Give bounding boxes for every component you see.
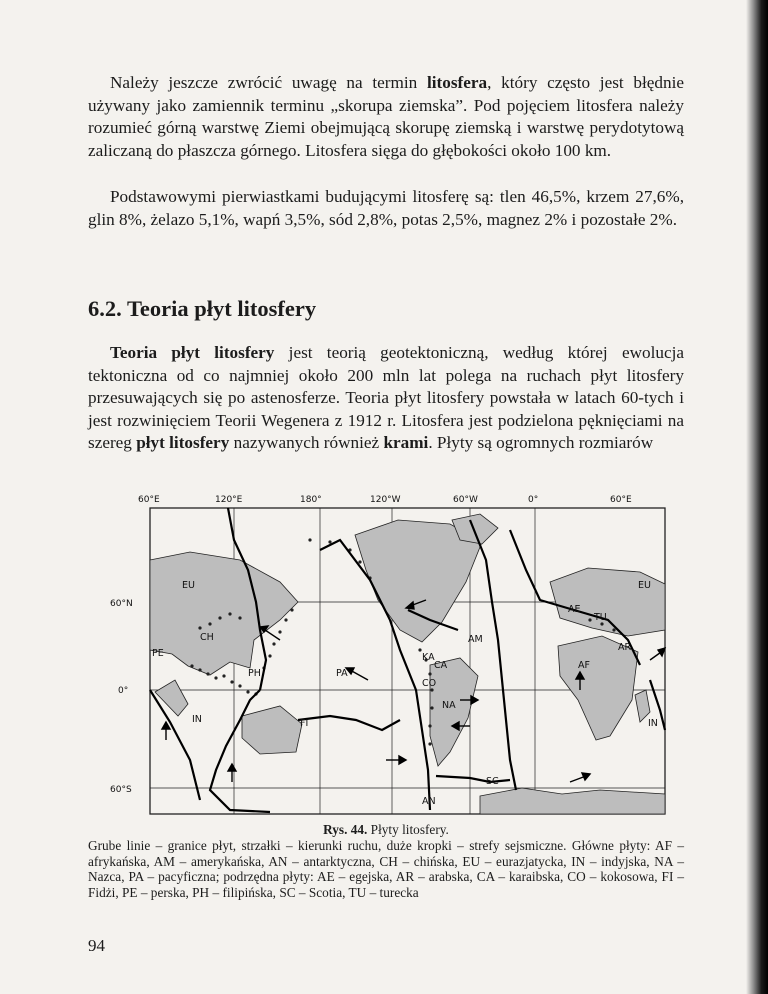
plate-label-co: CO — [422, 678, 437, 689]
plate-label-ch: CH — [200, 632, 214, 643]
plate-label-af: AF — [578, 660, 590, 671]
plate-label-an: AN — [422, 796, 436, 807]
lat-label-60n: 60°N — [110, 599, 133, 609]
plate-label-eu-right: EU — [638, 580, 651, 591]
lon-label-60e-left: 60°E — [138, 495, 160, 505]
plate-label-in-right: IN — [648, 718, 658, 729]
plate-label-eu-left: EU — [182, 580, 195, 591]
lon-label-0: 0° — [528, 495, 539, 505]
asia-landmass — [150, 552, 298, 675]
lat-label-60s: 60°S — [110, 785, 132, 795]
south-america-landmass — [430, 658, 478, 766]
paragraph-plate-theory: Teoria płyt litosfery jest teorią geotektoniczną, według której ewolucja tektoniczna od co najmniej około 200 mln lat polega na ruchach płyt litosfery przesuwających się po astenosferze. Teoria płyt litosfery powstała w latach 60-tych i jest rozwinięciem Teorii Wegenera z 1912 r. Litosfera jest podzielona pęknięciami na szereg płyt litosfery nazywanych również krami. Płyty są ogromnych rozmiarów — [88, 343, 684, 453]
plate-label-na: NA — [442, 700, 456, 711]
lon-label-180: 180° — [300, 495, 322, 505]
lon-label-120e: 120°E — [215, 495, 243, 505]
plate-label-fi: FI — [300, 718, 309, 729]
paragraph-litosfera: Należy jeszcze zwrócić uwagę na termin litosfera, który często jest błędnie używany jako zamiennik terminu „skorupa ziemska”. Pod pojęciem litosfera należy rozumieć górną warstwę Ziemi obejmującą skorupę ziemską i warstwę perydotytową zaliczaną do płaszcza górnego. Litosfera sięga do głębokości około 100 km. — [88, 73, 684, 160]
plate-label-in-left: IN — [192, 714, 202, 725]
plate-label-ka: KA — [422, 652, 435, 663]
plate-label-pe: PE — [152, 648, 164, 659]
plate-map — [110, 490, 670, 820]
lat-label-0: 0° — [118, 686, 129, 696]
figure-caption-title: Rys. 44. Płyty litosfery. — [323, 822, 449, 837]
figure-caption-legend: Grube linie – granice płyt, strzałki – kierunki ruchu, duże kropki – strefy sejsmiczne. Główne płyty: AF – afrykańska, AM – amerykańska, AN – antarktyczna, CH – chińska, EU – eurazjatycka, IN – indyjska, NA – Nazca, PA – pacyficzna; podrzędna płyty: AE – egejska, AR – arabska, CA – karaibska, CO – kokosowa, FI – Fidżi, PE – perska, PH – filipińska, SC – Scotia, TU – turecka — [88, 838, 684, 900]
paragraph-elements: Podstawowymi pierwiastkami budującymi litosferę są: tlen 46,5%, krzem 27,6%, glin 8%, żelazo 5,1%, wapń 3,5%, sód 2,8%, potas 2,5%, magnez 2% i pozostałe 2%. — [88, 187, 684, 229]
antarctica-landmass — [480, 788, 665, 814]
india-landmass — [155, 680, 188, 716]
lon-label-120w: 120°W — [370, 495, 401, 505]
europe-landmass — [550, 568, 665, 636]
lon-label-60w: 60°W — [453, 495, 478, 505]
plate-label-ca: CA — [434, 660, 448, 671]
plate-label-pa: PA — [336, 668, 348, 679]
plate-label-ae: AE — [568, 604, 581, 615]
plate-map-figure — [110, 490, 670, 820]
page-number: 94 — [88, 936, 105, 955]
section-heading: 6.2. Teoria płyt litosfery — [88, 296, 317, 321]
lon-label-60e-right: 60°E — [610, 495, 632, 505]
plate-label-ar: AR — [618, 642, 632, 653]
australia-landmass — [242, 706, 302, 754]
plate-label-tu: TU — [594, 612, 607, 623]
plate-label-sc: SC — [486, 776, 499, 787]
plate-label-ph: PH — [248, 668, 261, 679]
page-binding-shadow — [746, 0, 768, 994]
plate-label-am: AM — [468, 634, 483, 645]
